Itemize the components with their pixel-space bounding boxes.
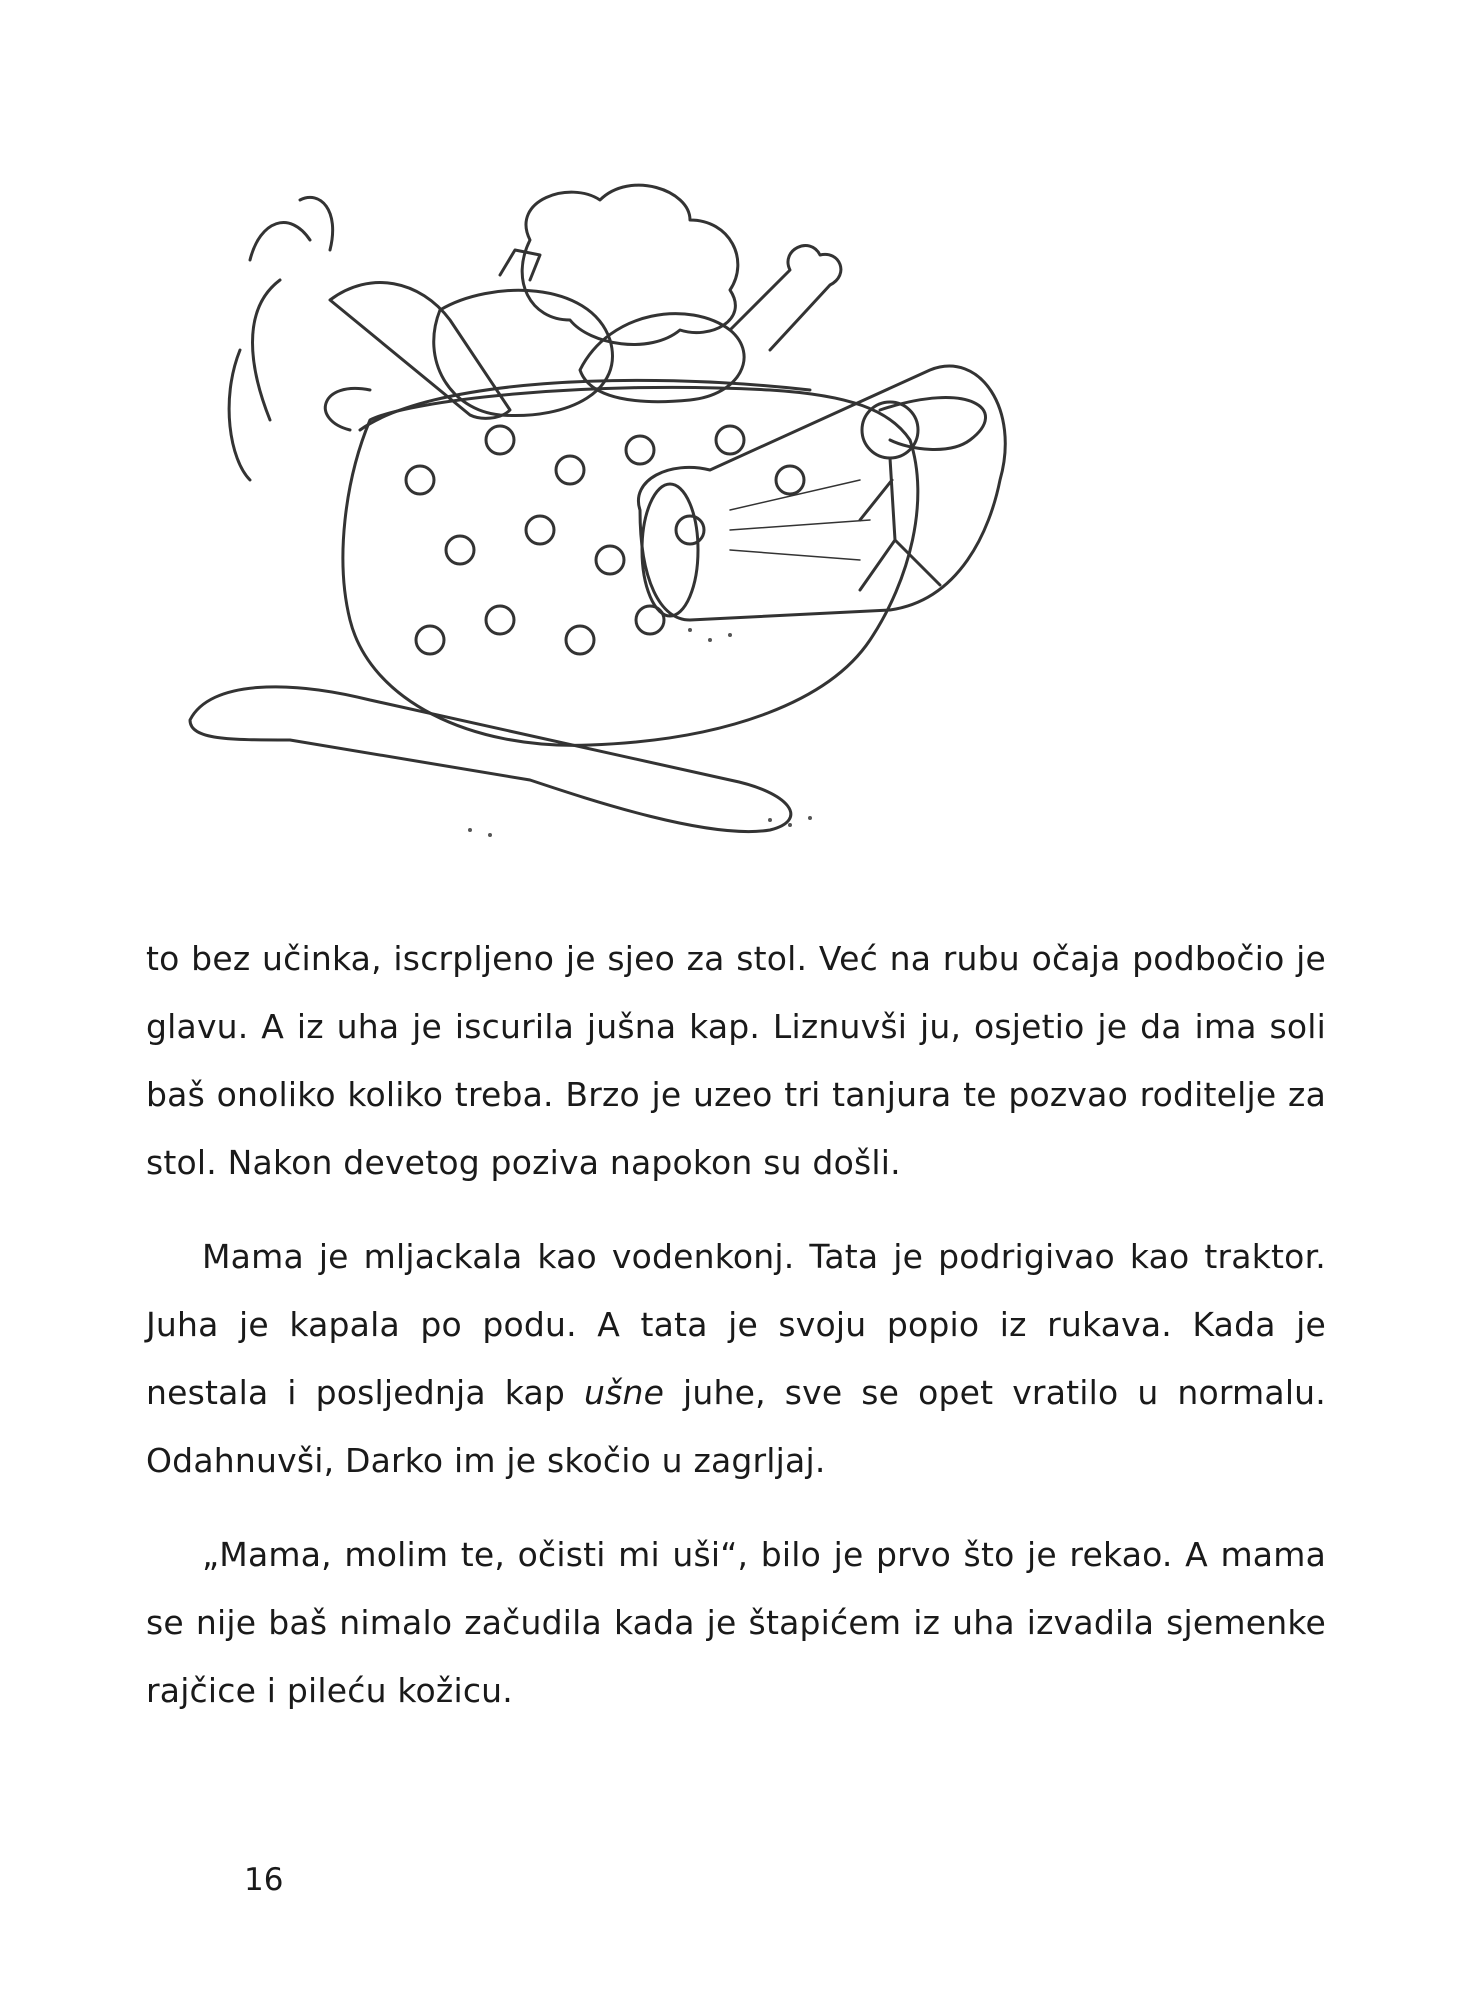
paragraph-2-part-2: juhe, sve se opet vratilo u normalu. Odahnuvši, Darko im je skočio u zagrljaj.	[146, 1373, 1326, 1480]
paragraph-3: „Mama, molim te, očisti mi uši“, bilo je prvo što je rekao. A mama se nije baš nimalo začudila kada je štapićem iz uha izvadila sjemenke rajčice i pileću kožicu.	[146, 1535, 1326, 1710]
shaker-cap	[642, 484, 698, 616]
story-text	[146, 925, 1326, 1751]
figure-body	[860, 458, 940, 590]
carrot-leaves	[229, 197, 333, 480]
pot-dots	[406, 426, 804, 654]
illustration-soup-pot	[170, 180, 1290, 860]
paragraph-2	[146, 1223, 1326, 1495]
ladle-shape	[190, 687, 791, 832]
pot-handle-left	[325, 388, 370, 430]
paragraph-2-emphasis: ušne	[583, 1373, 665, 1412]
page-number: 16	[244, 1862, 284, 1898]
paragraph-1: to bez učinka, iscrpljeno je sjeo za stol. Već na rubu očaja podbočio je glavu. A iz uha je iscurila jušna kap. Liznuvši ju, osjetio je da ima soli baš onoliko koliko treba. Brzo je uzeo tri tanjura te pozvao roditelje za stol. Nakon devetog poziva napokon su došli.	[146, 939, 1326, 1182]
chicken-bone	[730, 246, 841, 350]
tomato-stem	[500, 250, 540, 280]
light-rays	[730, 480, 870, 560]
cauliflower	[522, 185, 738, 344]
tomato	[434, 290, 613, 415]
paragraph-2-part-1: Mama je mljackala kao vodenkonj. Tata je podrigivao kao traktor. Juha je kapala po podu. A tata je svoju popio iz rukava. Kada je nestala i posljednja kap	[146, 1237, 1326, 1412]
figure-head	[862, 402, 918, 458]
